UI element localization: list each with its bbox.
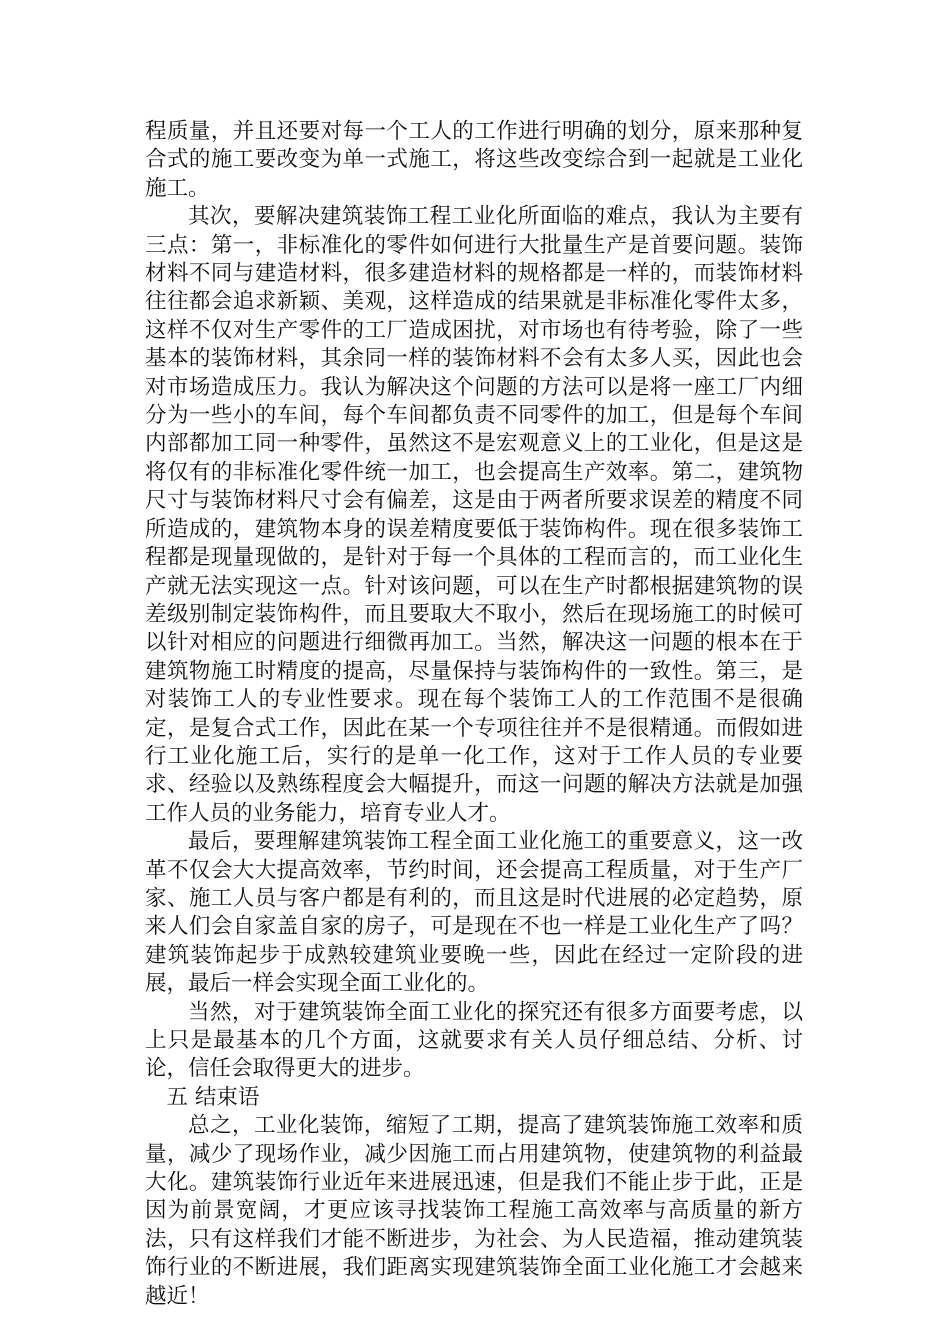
paragraph-continuation: 程质量，并且还要对每一个工人的工作进行明确的划分，原来那种复合式的施工要改变为单一式施工，将这些改变综合到一起就是工业化施工。: [145, 119, 803, 201]
paragraph-difficulties: 其次，要解决建筑装饰工程工业化所面临的难点，我认为主要有三点：第一，非标准化的零件如何进行大批量生产是首要问题。装饰材料不同与建造材料，很多建造材料的规格都是一样的，而装饰材料往往都会追求新颖、美观，这样造成的结果就是非标准化零件太多，这样不仅对生产零件的工厂造成困扰，对市场也有待考验，除了一些基本的装饰材料，其余同一样的装饰材料不会有太多人买，因此也会对市场造成压力。我认为解决这个问题的方法可以是将一座工厂内细分为一些小的车间，每个车间都负责不同零件的加工，但是每个车间内部都加工同一种零件，虽然这不是宏观意义上的工业化，但是这是将仅有的非标准化零件统一加工，也会提高生产效率。第二，建筑物尺寸与装饰材料尺寸会有偏差，这是由于两者所要求误差的精度不同所造成的，建筑物本身的误差精度要低于装饰构件。现在很多装饰工程都是现量现做的，是针对于每一个具体的工程而言的，而工业化生产就无法实现这一点。针对该问题，可以在生产时都根据建筑物的误差级别制定装饰构件，而且要取大不取小，然后在现场施工的时候可以针对相应的问题进行细微再加工。当然，解决这一问题的根本在于建筑物施工时精度的提高，尽量保持与装饰构件的一致性。第三，是对装饰工人的专业性要求。现在每个装饰工人的工作范围不是很确定，是复合式工作，因此在某一个专项往往并不是很精通。而假如进行工业化施工后，实行的是单一化工作，这对于工作人员的专业要求、经验以及熟练程度会大幅提升，而这一问题的解决方法就是加强工作人员的业务能力，培育专业人才。: [145, 204, 803, 826]
paragraph-significance: 最后，要理解建筑装饰工程全面工业化施工的重要意义，这一改革不仅会大大提高效率，节约时间，还会提高工程质量，对于生产厂家、施工人员与客户都是有利的，而且这是时代进展的必定趋势，原来人们会自家盖自家的房子，可是现在不也一样是工业化生产了吗？建筑装饰起步于成熟较建筑业要晚一些，因此在经过一定阶段的进展，最后一样会实现全面工业化的。: [145, 829, 803, 997]
paragraph-further-research: 当然，对于建筑装饰全面工业化的探究还有很多方面要考虑，以上只是最基本的几个方面，这就要求有关人员仔细总结、分析、讨论，信任会取得更大的进步。: [145, 999, 803, 1082]
paragraph-conclusion: 总之，工业化装饰，缩短了工期，提高了建筑装饰施工效率和质量，减少了现场作业，减少因施工而占用建筑物，使建筑物的利益最大化。建筑装饰行业近年来进展迅速，但是我们不能止步于此，正是因为前景宽阔，才更应该寻找装饰工程施工高效率与高质量的新方法，只有这样我们才能不断进步，为社会、为人民造福，推动建筑装饰行业的不断进展，我们距离实现建筑装饰全面工业化施工才会越来越近！: [145, 1113, 803, 1309]
document-body: [145, 118, 803, 1311]
section-heading-conclusion: 五 结束语: [166, 1084, 260, 1110]
